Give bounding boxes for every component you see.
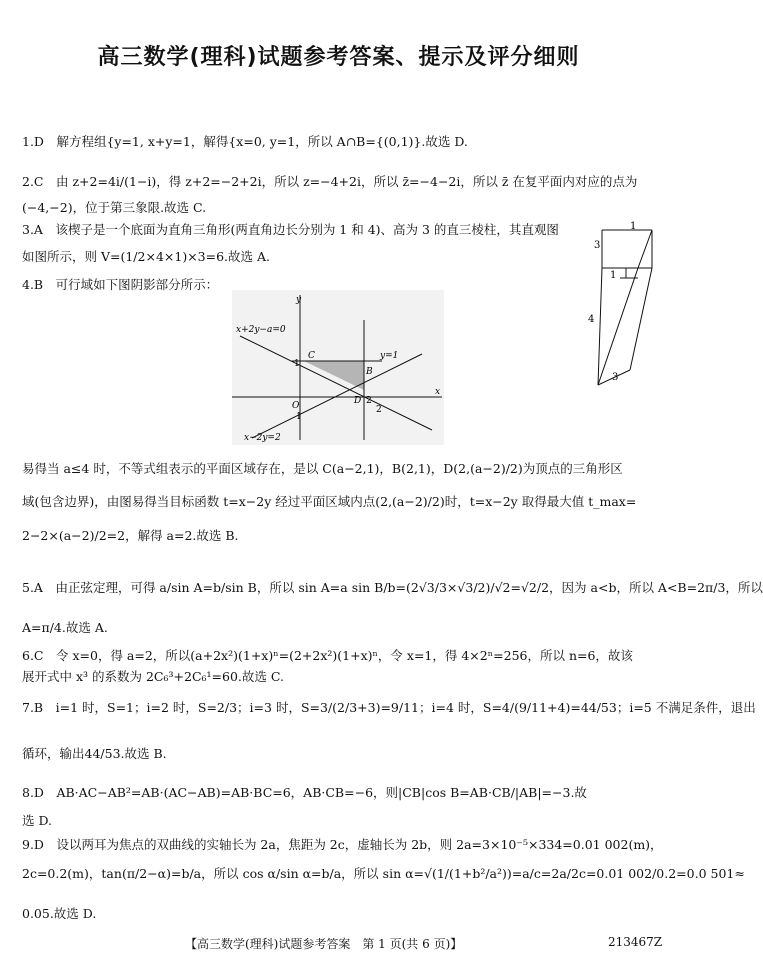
region-figure <box>232 290 444 445</box>
fig2-one: 1 <box>294 359 300 369</box>
answer-6-cont: 展开式中 x³ 的系数为 2C₆³+2C₆¹=60.故选 C. <box>22 669 284 684</box>
answer-4-c: 域(包含边界)，由图易得当目标函数 t=x−2y 经过平面区域内点(2,(a−2)/2)时，t=x−2y 取得最大值 t_max= <box>22 494 637 509</box>
answer-9-c: 0.05.故选 D. <box>22 906 97 921</box>
page-footer: 【高三数学(理科)试题参考答案 第 1 页(共 6 页)】 <box>185 937 463 951</box>
fig2-D: D <box>354 396 362 406</box>
answer-3-cont: 如图所示，则 V=(1/2×4×1)×3=6.故选 A. <box>22 249 270 264</box>
answer-1: 1.D 解方程组{y=1, x+y=1，解得{x=0, y=1，所以 A∩B={(0,1)}.故选 D. <box>22 134 468 149</box>
fig1-label-1: 1 <box>630 221 637 232</box>
fig2-2a: 2 <box>366 396 372 406</box>
exam-code: 213467Z <box>608 935 663 949</box>
answer-3: 3.A 该楔子是一个底面为直角三角形(两直角边长分别为 1 和 4)、高为 3 的直三棱柱，其直观图 <box>22 222 559 237</box>
fig2-O: O <box>292 401 300 411</box>
answer-2: 2.C 由 z+2=4i/(1−i)，得 z+2=−2+2i，所以 z=−4+2i，所以 z̄=−4−2i，所以 z̄ 在复平面内对应的点为 <box>22 174 638 189</box>
fig1-label-1b: 1 <box>610 270 617 281</box>
page-title: 高三数学(理科)试题参考答案、提示及评分细则 <box>97 45 580 70</box>
answer-4: 4.B 可行域如下图阴影部分所示： <box>22 277 219 292</box>
answer-9-b: 2c=0.2(m)，tan(π/2−α)=b/a，所以 cos α/sin α=b/a，所以 sin α=√(1/(1+b²/a²))=a/c=2a/2c=0.01 002/0.2=0.0 501≈ <box>22 866 745 881</box>
answer-4-d: 2−2×(a−2)/2=2，解得 a=2.故选 B. <box>22 528 239 543</box>
answer-9: 9.D 设以两耳为焦点的双曲线的实轴长为 2a，焦距为 2c，虚轴长为 2b，则 2a=3×10⁻⁵×334=0.01 002(m)， <box>22 837 663 852</box>
fig1-label-3a: 3 <box>594 240 601 251</box>
fig2-y1: y=1 <box>380 351 399 361</box>
answer-5-cont: A=π/4.故选 A. <box>22 620 108 635</box>
fig2-x: x <box>435 387 441 397</box>
answer-4-b: 易得当 a≤4 时，不等式组表示的平面区域存在，是以 C(a−2,1)，B(2,1)，D(2,(a−2)/2)为顶点的三角形区 <box>22 461 623 476</box>
answer-7: 7.B i=1 时，S=1；i=2 时，S=2/3；i=3 时，S=3/(2/3+3)=9/11；i=4 时，S=4/(9/11+4)=44/53；i=5 不满足条件，退出 <box>22 700 756 715</box>
fig2-y: y <box>296 295 302 305</box>
answer-2-cont: (−4,−2)，位于第三象限.故选 C. <box>22 200 207 215</box>
answer-7-cont: 循环，输出44/53.故选 B. <box>22 746 167 761</box>
prism-figure <box>580 220 660 395</box>
answer-5: 5.A 由正弦定理，可得 a/sin A=b/sin B，所以 sin A=a sin B/b=(2√3/3×√3/2)/√2=√2/2，因为 a<b，所以 A<B=2π/3，所以 <box>22 580 763 595</box>
fig2-C: C <box>308 351 315 361</box>
fig2-B: B <box>366 367 373 377</box>
fig2-1: 1 <box>296 412 302 422</box>
answer-8-cont: 选 D. <box>22 813 53 828</box>
answer-8: 8.D AB·AC−AB²=AB·(AC−AB)=AB·BC=6，AB·CB=−6，则|CB|cos B=AB·CB/|AB|=−3.故 <box>22 785 587 800</box>
fig2-2b: 2 <box>376 405 382 415</box>
fig2-eq2: x−2y=2 <box>244 433 281 443</box>
fig1-label-3b: 3 <box>612 372 619 383</box>
fig2-eq1: x+2y−a=0 <box>236 325 286 335</box>
fig1-label-4: 4 <box>588 314 595 325</box>
answer-6: 6.C 令 x=0，得 a=2，所以(a+2x²)(1+x)ⁿ=(2+2x²)(1+x)ⁿ，令 x=1，得 4×2ⁿ=256，所以 n=6，故该 <box>22 648 633 663</box>
